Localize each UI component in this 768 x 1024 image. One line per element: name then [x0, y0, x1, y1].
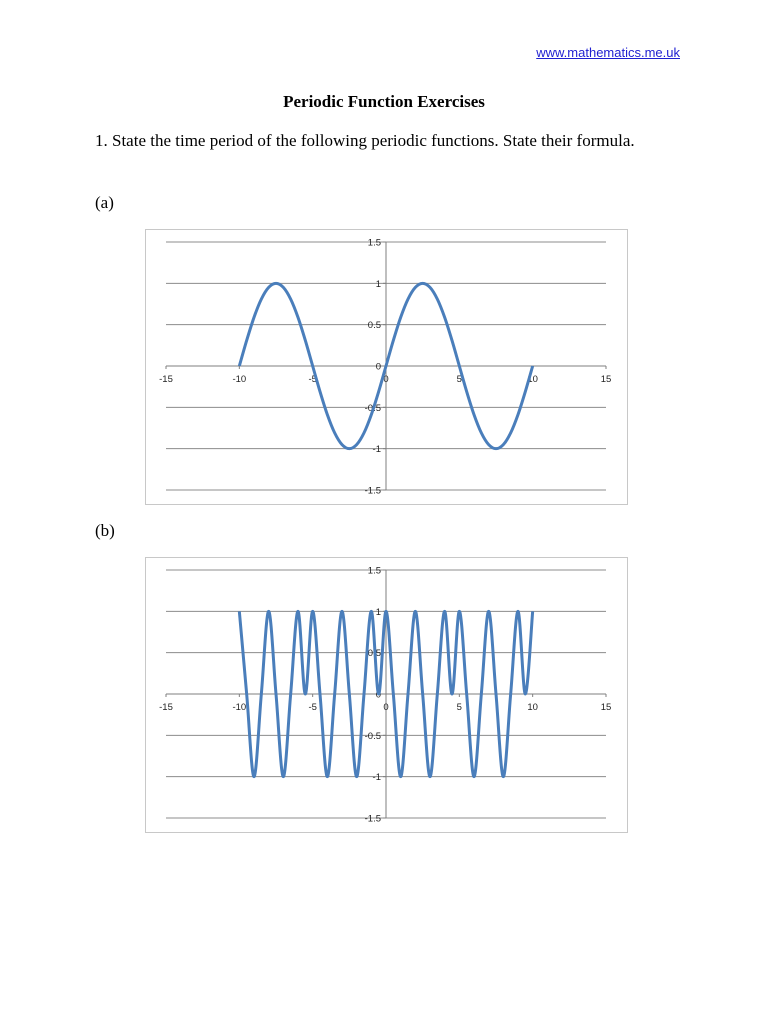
y-tick-label: 1: [375, 606, 381, 618]
x-tick-label: 0: [383, 374, 389, 385]
x-tick-label: 10: [527, 374, 538, 385]
x-tick-label: 15: [600, 374, 612, 385]
part-a-label: (a): [95, 193, 114, 212]
chart-a-svg: [146, 230, 627, 504]
x-tick-label: -5: [308, 374, 317, 385]
question-text: 1. State the time period of the following periodic functions. State their formula.: [95, 131, 635, 150]
x-tick-label: -15: [159, 374, 173, 385]
site-link[interactable]: www.mathematics.me.uk: [536, 45, 680, 60]
y-tick-label: 1.5: [367, 565, 381, 577]
x-tick-label: 0: [383, 702, 389, 713]
x-tick-label: -10: [232, 702, 247, 713]
chart-b: [145, 557, 628, 833]
x-tick-label: -10: [232, 374, 247, 385]
x-tick-label: -15: [159, 702, 173, 713]
chart-b-svg: [146, 558, 627, 832]
y-tick-label: -1: [372, 772, 381, 784]
page-title: Periodic Function Exercises: [283, 92, 485, 111]
x-tick-label: 10: [527, 702, 538, 713]
chart-a: [145, 229, 628, 505]
part-b-label: (b): [95, 521, 115, 540]
y-tick-label: 0: [375, 689, 381, 701]
y-tick-label: 1: [375, 278, 381, 290]
y-tick-label: -1: [372, 444, 381, 456]
x-tick-label: 5: [456, 702, 462, 713]
y-tick-label: -1.5: [364, 485, 381, 497]
x-tick-label: 15: [600, 702, 612, 713]
y-tick-label: 0.5: [367, 320, 381, 332]
x-tick-label: -5: [308, 702, 317, 713]
x-tick-label: 5: [456, 374, 462, 385]
y-tick-label: 0: [375, 361, 381, 373]
y-tick-label: 0.5: [367, 648, 381, 660]
y-tick-label: 1.5: [367, 237, 381, 249]
y-tick-label: -0.5: [364, 730, 381, 742]
y-tick-label: -1.5: [364, 813, 381, 825]
y-tick-label: -0.5: [364, 402, 381, 414]
